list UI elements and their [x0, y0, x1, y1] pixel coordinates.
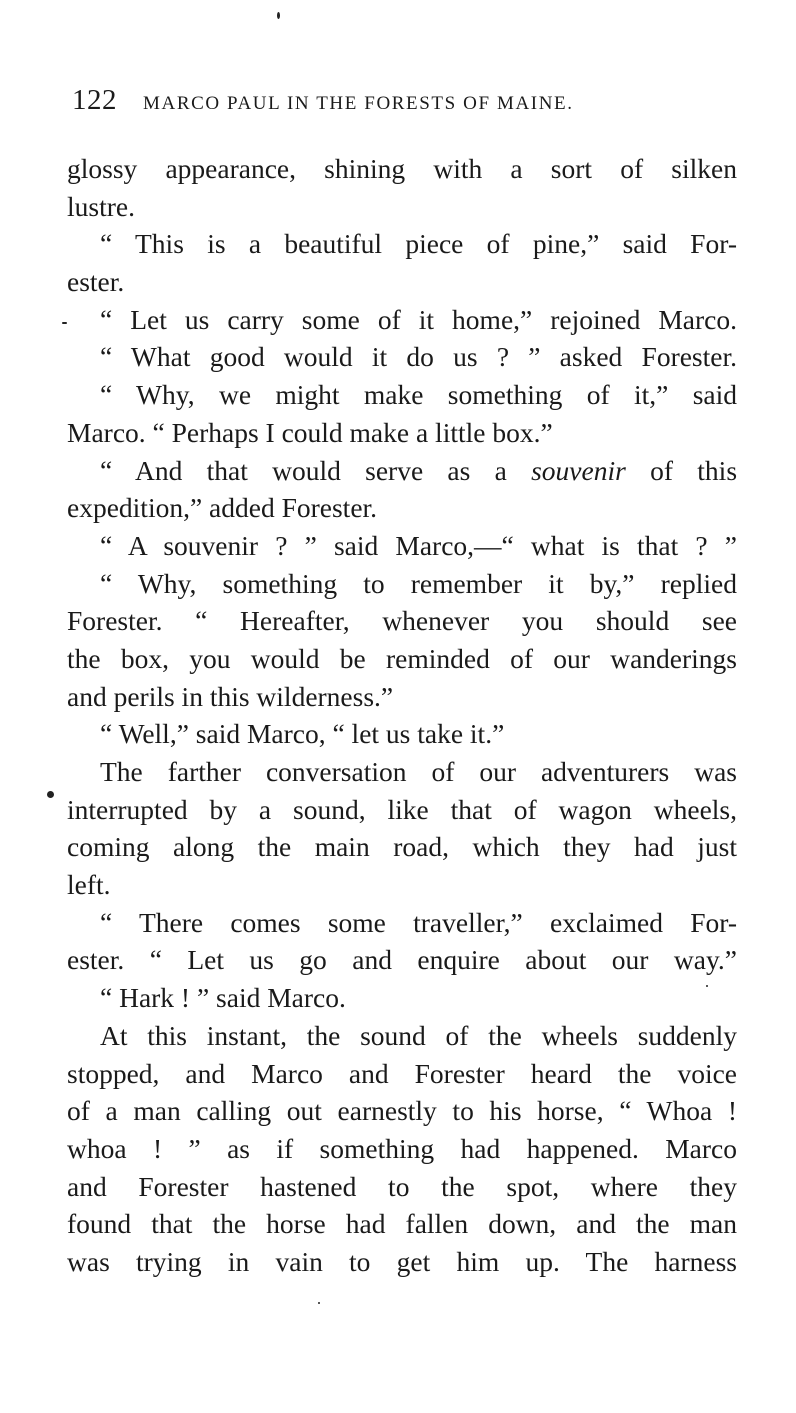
text-line-content: left.	[67, 869, 111, 901]
text-line-content: “ Why, something to remember it by,” replied	[100, 567, 737, 599]
text-line-content: “ There comes some traveller,” exclaimed For-	[100, 906, 737, 938]
text-line	[67, 527, 737, 565]
text-line-content: “ Well,” said Marco, “ let us take it.”	[100, 718, 505, 750]
text-line-content: “ Hark ! ” said Marco.	[100, 982, 346, 1014]
text-line	[67, 1017, 737, 1055]
text-line	[67, 1205, 737, 1243]
text-line	[67, 979, 737, 1017]
text-line-content: and Forester hastened to the spot, where they	[67, 1170, 737, 1202]
margin-bullet-mark	[47, 791, 54, 798]
text-line	[67, 1055, 737, 1093]
text-line	[67, 414, 737, 452]
text-line-content: “ This is a beautiful piece of pine,” said For-	[100, 228, 737, 260]
text-line-content: stopped, and Marco and Forester heard the voice	[67, 1057, 737, 1089]
page-header	[72, 84, 752, 124]
text-line	[67, 188, 737, 226]
text-line	[67, 452, 737, 490]
text-line	[67, 301, 737, 339]
text-line	[67, 1092, 737, 1130]
text-line-continuation: of this	[625, 454, 737, 486]
body-text	[67, 150, 737, 1281]
text-line	[67, 678, 737, 716]
text-line-content: found that the horse had fallen down, and the man	[67, 1208, 737, 1240]
text-line	[67, 1243, 737, 1281]
text-line-content: coming along the main road, which they had just	[67, 831, 737, 863]
text-line	[67, 150, 737, 188]
text-line-content: ester. “ Let us go and enquire about our way.”	[67, 944, 737, 976]
text-line-content: The farther conversation of our adventurers was	[100, 756, 737, 787]
text-line	[67, 263, 737, 301]
text-line-content: ester.	[67, 266, 125, 298]
text-line	[67, 753, 737, 791]
running-title: MARCO PAUL IN THE FORESTS OF MAINE.	[143, 93, 574, 114]
text-line-content: “ And that would serve as a	[100, 454, 507, 486]
text-line-content: “ Why, we might make something of it,” said	[100, 379, 737, 411]
text-line	[67, 640, 737, 678]
text-line	[67, 1130, 737, 1168]
text-line-content: the box, you would be reminded of our wanderings	[67, 642, 737, 674]
text-line	[67, 1168, 737, 1206]
text-line	[67, 565, 737, 603]
text-line	[67, 225, 737, 263]
text-line	[67, 602, 737, 640]
text-line	[67, 866, 737, 904]
text-line-content: At this instant, the sound of the wheels suddenly	[100, 1019, 737, 1051]
text-line-content: and perils in this wilderness.”	[67, 680, 394, 712]
ink-speck	[318, 1302, 320, 1304]
ink-speck	[62, 322, 67, 324]
text-line-content: expedition,” added Forester.	[67, 492, 378, 524]
italic-word: souvenir	[531, 454, 626, 486]
text-line-content: Forester. “ Hereafter, whenever you should see	[67, 605, 737, 637]
ink-speck	[277, 12, 280, 19]
text-line-content: Marco. “ Perhaps I could make a little box.”	[67, 416, 553, 448]
text-line-content: “ Let us carry some of it home,” rejoined Marco.	[100, 303, 737, 335]
text-line-content: interrupted by a sound, like that of wagon wheels,	[67, 793, 737, 825]
text-line	[67, 489, 737, 527]
text-line-content: of a man calling out earnestly to his horse, “ Whoa !	[67, 1095, 737, 1127]
ink-speck	[706, 985, 708, 987]
text-line-content: glossy appearance, shining with a sort of silken	[67, 153, 737, 184]
text-line	[67, 376, 737, 414]
page-number: 122	[72, 84, 117, 116]
text-line	[67, 791, 737, 829]
text-line-content: was trying in vain to get him up. The harness	[67, 1245, 737, 1277]
text-line	[67, 715, 737, 753]
text-line-content: “ What good would it do us ? ” asked Forester.	[100, 341, 737, 373]
text-line-content: lustre.	[67, 190, 135, 222]
text-line-content: “ A souvenir ? ” said Marco,—“ what is that ? ”	[100, 529, 737, 561]
text-line	[67, 338, 737, 376]
text-line	[67, 828, 737, 866]
text-line-content: whoa ! ” as if something had happened. Marco	[67, 1132, 737, 1164]
text-line	[67, 941, 737, 979]
text-line	[67, 904, 737, 942]
